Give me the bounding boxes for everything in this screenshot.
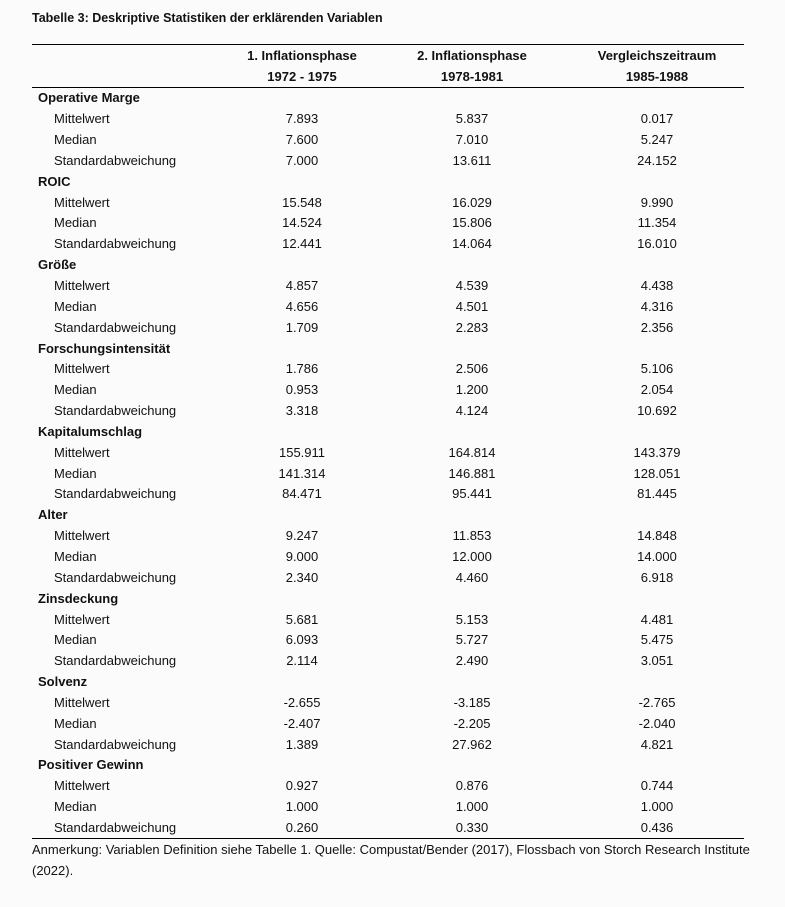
stat-value: 0.927 [285, 778, 319, 794]
column-header-name: 1. Inflationsphase [230, 45, 374, 67]
table-row [32, 776, 744, 797]
stat-value: 141.314 [278, 465, 326, 481]
group-label: Positiver Gewinn [38, 757, 144, 773]
stat-value: 84.471 [282, 486, 322, 502]
group-row [32, 171, 744, 192]
stat-value: 2.356 [640, 319, 674, 335]
stat-value: 4.656 [285, 298, 319, 314]
stat-label: Mittelwert [54, 528, 110, 544]
table-row [32, 463, 744, 484]
stat-value: 9.990 [640, 194, 674, 210]
stat-value: 14.524 [282, 215, 322, 231]
column-header-name: Vergleichszeitraum [570, 45, 744, 67]
stat-label: Median [54, 548, 97, 564]
stat-value: 4.124 [455, 403, 489, 419]
group-label: Forschungsintensität [38, 340, 171, 356]
stat-value: 0.953 [285, 382, 319, 398]
group-label: Solvenz [38, 674, 88, 690]
stat-value: 7.600 [285, 132, 319, 148]
stat-label: Mittelwert [54, 278, 110, 294]
header-row-names [32, 45, 744, 67]
stat-label: Mittelwert [54, 111, 110, 127]
header-empty [32, 66, 230, 88]
stat-value: 9.247 [285, 528, 319, 544]
stat-value: 5.106 [640, 361, 674, 377]
stat-value: 2.506 [455, 361, 489, 377]
stat-value: 14.064 [452, 236, 492, 252]
stat-value: 2.114 [286, 653, 318, 669]
stat-value: 81.445 [637, 486, 677, 502]
table-row [32, 713, 744, 734]
stat-value: 2.054 [640, 382, 674, 398]
stat-value: 13.611 [452, 152, 492, 168]
stat-label: Median [54, 215, 97, 231]
table-row [32, 734, 744, 755]
table-row [32, 151, 744, 172]
group-label: Alter [38, 507, 68, 523]
stat-value: 4.539 [455, 278, 489, 294]
table-row [32, 109, 744, 130]
stat-value: 4.501 [455, 298, 489, 314]
group-row [32, 338, 744, 359]
stat-label: Median [54, 715, 97, 731]
stat-value: 5.681 [285, 611, 319, 627]
stat-value: 128.051 [633, 465, 681, 481]
stat-label: Standardabweichung [54, 152, 177, 168]
group-row [32, 672, 744, 693]
group-row [32, 755, 744, 776]
table-body [32, 88, 744, 839]
stat-value: 1.786 [285, 361, 319, 377]
stat-value: 143.379 [633, 444, 681, 460]
stat-value: 11.853 [452, 528, 492, 544]
column-header-period: 1972 - 1975 [230, 66, 374, 88]
group-row [32, 422, 744, 443]
table-row [32, 442, 744, 463]
stat-value: 4.438 [640, 278, 674, 294]
stat-value: -2.765 [638, 694, 676, 710]
table-row [32, 484, 744, 505]
group-label: Zinsdeckung [38, 590, 119, 606]
table-row [32, 651, 744, 672]
group-label: Kapitalumschlag [38, 423, 143, 439]
stat-value: 16.029 [452, 194, 492, 210]
stat-value: 12.441 [282, 236, 322, 252]
stat-label: Standardabweichung [54, 653, 177, 669]
table-row [32, 276, 744, 297]
stat-value: 14.000 [637, 548, 677, 564]
stat-label: Standardabweichung [54, 569, 177, 585]
stat-value: 2.490 [455, 653, 489, 669]
stat-value: 2.283 [455, 319, 489, 335]
group-row [32, 505, 744, 526]
stat-label: Median [54, 799, 97, 815]
stat-value: 7.000 [285, 152, 319, 168]
stat-label: Mittelwert [54, 361, 110, 377]
table-note: Anmerkung: Variablen Definition siehe Tabelle 1. Quelle: Compustat/Bender (2017), Flossbach von Storch Research Institute (2022). [32, 842, 750, 878]
stat-value: 14.848 [637, 528, 677, 544]
table-row [32, 692, 744, 713]
table-title: Tabelle 3: Deskriptive Statistiken der erklärenden Variablen [32, 11, 383, 25]
stat-label: Median [54, 298, 97, 314]
stat-value: -2.040 [638, 715, 676, 731]
stat-value: 0.436 [570, 818, 744, 839]
stat-value: 4.460 [455, 569, 489, 585]
stat-value: 4.857 [285, 278, 319, 294]
stat-label: Standardabweichung [54, 403, 177, 419]
stat-value: 4.481 [640, 611, 674, 627]
group-row [32, 588, 744, 609]
group-label: Operative Marge [38, 90, 140, 106]
stat-label: Median [54, 132, 97, 148]
stat-value: 0.017 [640, 111, 674, 127]
table-row [32, 526, 744, 547]
stat-value: 164.814 [448, 444, 496, 460]
table-row [32, 567, 744, 588]
table-row [32, 818, 744, 839]
stat-label: Median [54, 465, 97, 481]
table-row [32, 317, 744, 338]
column-header-period: 1985-1988 [570, 66, 744, 88]
stat-value: 11.354 [637, 215, 677, 231]
stat-label: Mittelwert [54, 444, 110, 460]
stat-value: 10.692 [637, 403, 677, 419]
table-row [32, 192, 744, 213]
stat-value: 5.247 [640, 132, 674, 148]
stat-value: 4.821 [640, 736, 674, 752]
table-row [32, 296, 744, 317]
stat-value: -2.205 [453, 715, 491, 731]
table-row [32, 401, 744, 422]
group-row [32, 88, 744, 109]
stat-value: 0.260 [230, 818, 374, 839]
stat-value: 155.911 [278, 444, 326, 460]
table-row [32, 797, 744, 818]
stat-value: 27.962 [452, 736, 492, 752]
stat-value: 5.475 [640, 632, 674, 648]
stat-value: 0.330 [374, 818, 570, 839]
stat-value: 3.318 [285, 403, 319, 419]
stat-value: 6.093 [285, 632, 319, 648]
stat-value: 0.744 [640, 778, 674, 794]
stat-value: 16.010 [637, 236, 677, 252]
stat-label: Standardabweichung [54, 486, 177, 502]
stat-value: 1.709 [285, 319, 319, 335]
stat-value: 24.152 [637, 152, 677, 168]
stat-label: Mittelwert [54, 778, 110, 794]
group-row [32, 255, 744, 276]
stat-value: 15.548 [282, 194, 322, 210]
stat-label: Standardabweichung [54, 319, 177, 335]
table-row [32, 234, 744, 255]
stat-value: 1.200 [455, 382, 489, 398]
stat-value: 1.000 [640, 799, 674, 815]
stat-value: -3.185 [453, 694, 491, 710]
stat-label: Standardabweichung [32, 818, 230, 839]
descriptive-statistics-table [32, 44, 744, 839]
stat-value: 1.000 [285, 799, 319, 815]
group-label: ROIC [38, 173, 71, 189]
stat-label: Median [54, 382, 97, 398]
column-header-period: 1978-1981 [374, 66, 570, 88]
stat-value: 6.918 [640, 569, 674, 585]
stat-label: Mittelwert [54, 194, 110, 210]
stat-value: 7.010 [455, 132, 489, 148]
table-row [32, 380, 744, 401]
table-row [32, 609, 744, 630]
stat-value: 5.153 [455, 611, 489, 627]
stat-value: 2.340 [285, 569, 319, 585]
stat-value: -2.655 [283, 694, 321, 710]
stat-value: 7.893 [285, 111, 319, 127]
stat-value: 12.000 [452, 548, 492, 564]
stat-label: Standardabweichung [54, 736, 177, 752]
table-row [32, 359, 744, 380]
stat-value: -2.407 [283, 715, 321, 731]
stat-value: 3.051 [640, 653, 674, 669]
group-label: Größe [38, 257, 77, 273]
stat-label: Standardabweichung [54, 236, 177, 252]
stat-value: 5.837 [455, 111, 489, 127]
stat-value: 146.881 [448, 465, 496, 481]
stat-value: 5.727 [455, 632, 489, 648]
table-row [32, 630, 744, 651]
stat-value: 1.389 [285, 736, 319, 752]
stat-value: 1.000 [455, 799, 489, 815]
stat-label: Mittelwert [54, 611, 110, 627]
header-empty [32, 45, 230, 67]
column-header-name: 2. Inflationsphase [374, 45, 570, 67]
stat-value: 95.441 [452, 486, 492, 502]
header-row-periods [32, 66, 744, 88]
table-row [32, 213, 744, 234]
stat-label: Median [54, 632, 97, 648]
table-row [32, 547, 744, 568]
table-row [32, 130, 744, 151]
stat-label: Mittelwert [54, 694, 110, 710]
stat-value: 15.806 [452, 215, 492, 231]
stat-value: 0.876 [455, 778, 489, 794]
stat-value: 4.316 [640, 298, 674, 314]
stat-value: 9.000 [285, 548, 319, 564]
